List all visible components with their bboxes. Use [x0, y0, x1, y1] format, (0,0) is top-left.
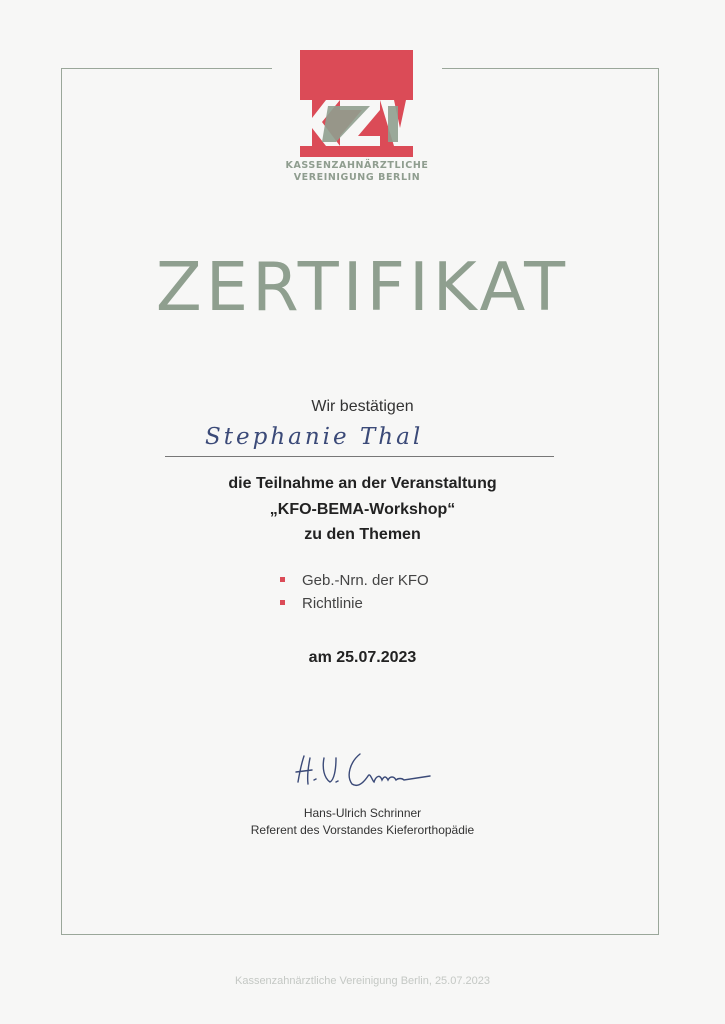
handwritten-signature — [290, 746, 440, 800]
certificate-title: ZERTIFIKAT — [155, 248, 570, 326]
topics-list — [280, 569, 429, 615]
bullet-icon — [280, 600, 285, 605]
topic-item — [280, 569, 429, 592]
event-name: „KFO-BEMA-Workshop“ — [269, 501, 456, 518]
participation-text: die Teilnahme an der Veranstaltung — [228, 475, 497, 492]
name-underline — [165, 456, 554, 457]
event-date: am 25.07.2023 — [308, 649, 417, 666]
bullet-icon — [280, 577, 285, 582]
confirm-text: Wir bestätigen — [311, 398, 414, 415]
signer-name: Hans-Ulrich Schrinner — [303, 806, 422, 820]
logo-text-line2: VEREINIGUNG BERLIN — [293, 172, 421, 183]
footer-text: Kassenzahnärztliche Vereinigung Berlin, 25.07.2023 — [234, 975, 490, 987]
logo-text-line1: KASSENZAHNÄRZTLICHE — [285, 160, 429, 171]
kzv-logo — [272, 44, 442, 192]
kzv-logo-mark — [300, 50, 413, 157]
recipient-name: Stephanie Thal — [205, 424, 424, 450]
topics-intro: zu den Themen — [304, 526, 421, 543]
topic-item — [280, 592, 429, 615]
topic-label: Richtlinie — [302, 595, 363, 612]
topic-label: Geb.-Nrn. der KFO — [302, 572, 429, 589]
signer-role: Referent des Vorstandes Kieferorthopädie — [250, 823, 475, 837]
